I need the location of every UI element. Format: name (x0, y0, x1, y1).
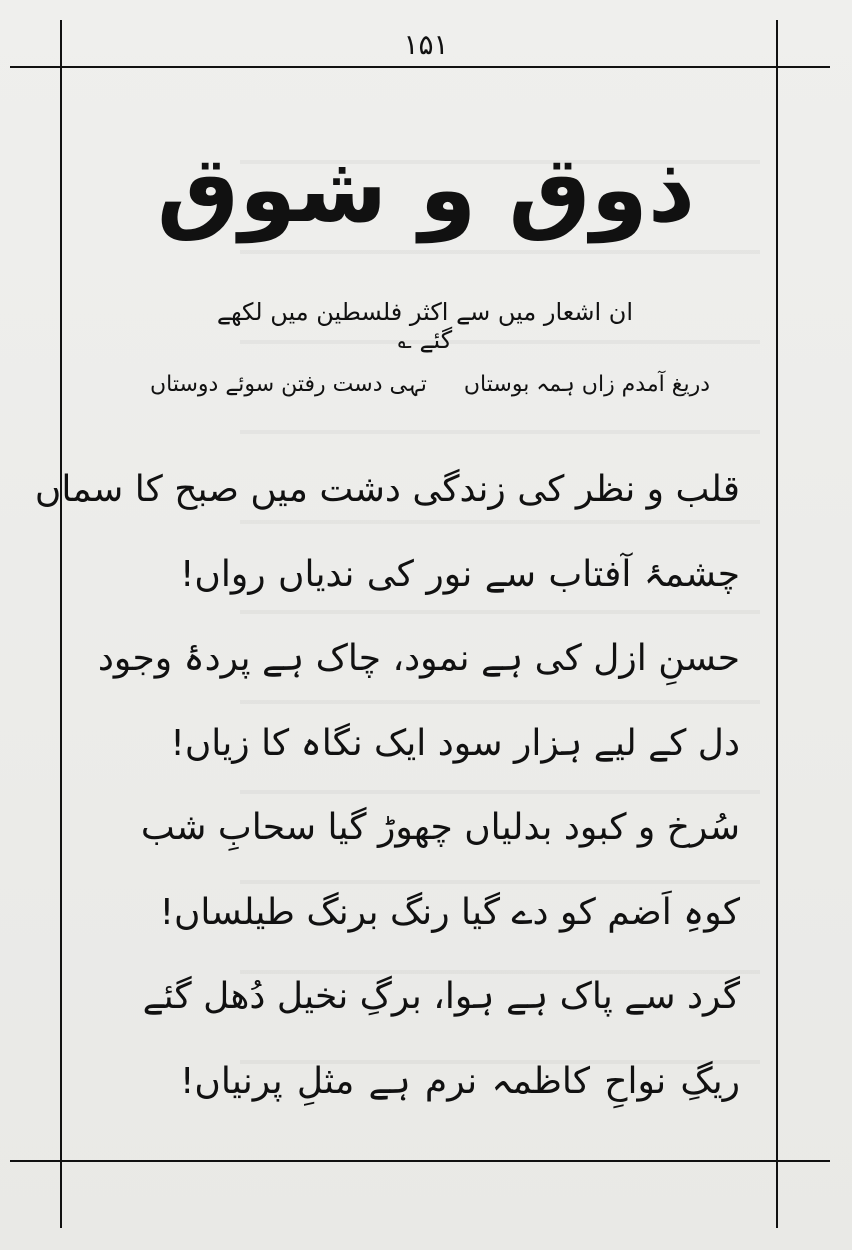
verse-line: ریگِ نواحِ کاظمہ نرم ہے مثلِ پرنیاں! (180, 1060, 740, 1102)
bottom-rule (10, 1160, 830, 1162)
epigraph-first-hemistich: دریغ آمدم زاں ہمہ بوستاں (463, 372, 710, 397)
verse-line: کوہِ اَضم کو دے گیا رنگ برنگ طیلساں! (159, 891, 740, 933)
poem-note: ان اشعار میں سے اکثر فلسطین میں لکھے گئے ؎ (216, 298, 634, 354)
verse-line: گرد سے پاک ہے ہوا، برگِ نخیل دُھل گئے (142, 976, 740, 1017)
verse-line: حسنِ ازل کی ہے نمود، چاک ہے پردۂ وجود (97, 638, 740, 679)
verse-line: چشمۂ آفتاب سے نور کی ندیاں رواں! (180, 553, 740, 595)
verse-line: سُرخ و کبود بدلیاں چھوڑ گیا سحابِ شب (140, 807, 740, 848)
verse-line: قلب و نظر کی زندگی دشت میں صبح کا سماں (34, 469, 740, 510)
persian-epigraph (150, 372, 710, 412)
poem-title: ذوق و شوق (156, 136, 696, 243)
verse-line: دل کے لیے ہزار سود ایک نگاہ کا زیاں! (170, 722, 740, 764)
poem-verses (34, 460, 740, 1136)
page-number: ۱۵۱ (403, 28, 449, 61)
top-rule (10, 66, 830, 68)
epigraph-second-hemistich: تہی دست رفتن سوئے دوستاں (150, 372, 427, 397)
